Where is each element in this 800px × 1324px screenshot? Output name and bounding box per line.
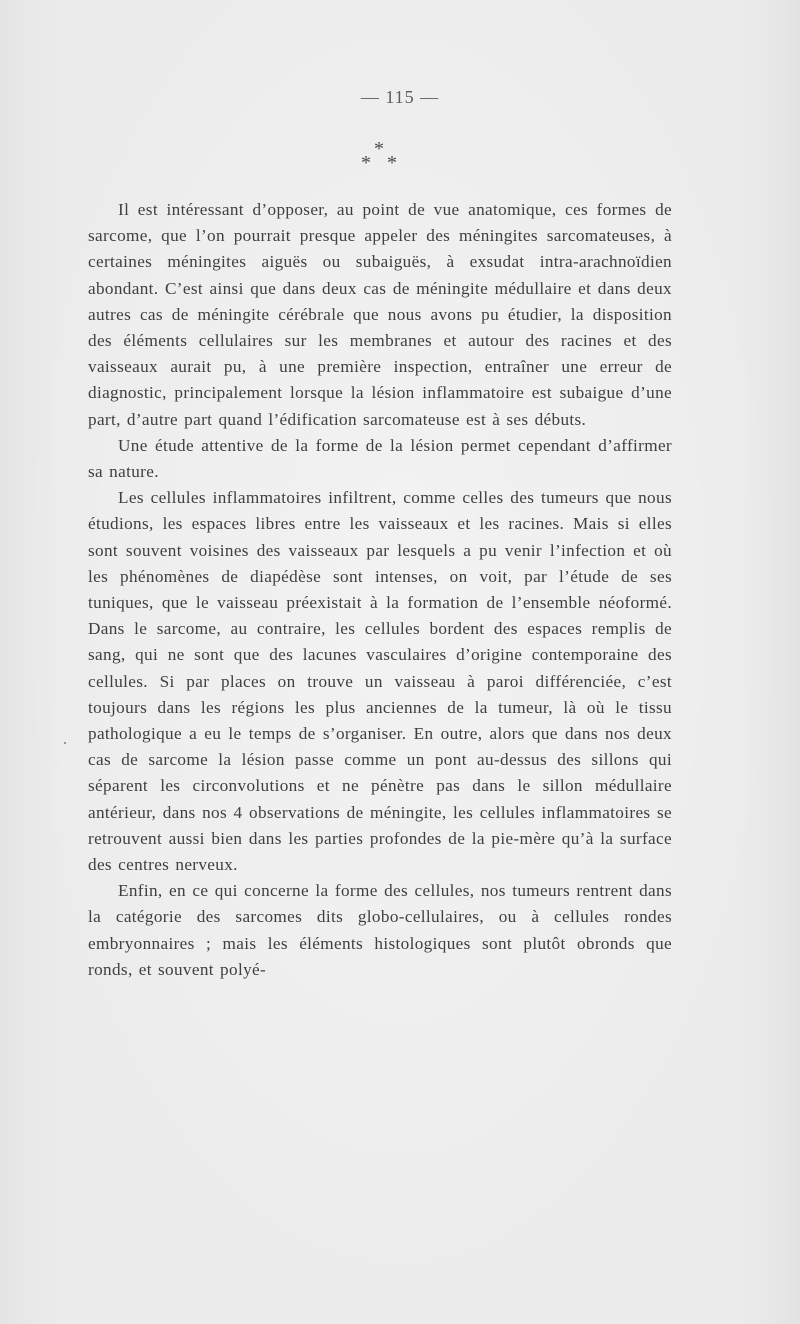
print-speck	[64, 742, 66, 744]
body-text	[88, 197, 672, 983]
page-number: — 115 —	[360, 87, 440, 107]
asterisk-top: *	[374, 138, 384, 160]
paragraph-2: Une étude attentive de la forme de la lésion permet cependant d’affirmer sa nature.	[88, 435, 672, 482]
paragraph-4: Enfin, en ce qui concerne la forme des cellules, nos tumeurs rentrent dans la catégorie des sarcomes dits globo-cellulaires, ou à cellules rondes embryonnaires ; mais les éléments histologiques sont plutôt obronds que ronds, et souvent polyé-	[88, 881, 672, 979]
asterisk-left: *	[361, 152, 371, 174]
asterisk-right: *	[387, 152, 397, 174]
paragraph-1: Il est intéressant d’opposer, au point de vue anatomique, ces formes de sarcome, que l’on pourrait presque appeler des méningites sarcomateuses, à certaines méningites aiguës ou subaiguës, à exsudat intra-arachnoïdien abondant. C’est ainsi que dans deux cas de méningite médullaire et dans deux autres cas de méningite cérébrale que nous avons pu étudier, la disposition des éléments cellulaires sur les membranes et autour des racines et des vaisseaux aurait pu, à une première inspection, entraîner une erreur de diagnostic, principalement lorsque la lésion inflammatoire est subaigue d’une part, d’autre part quand l’édification sarcomateuse est à ses débuts.	[88, 200, 672, 429]
section-separator-asterism	[0, 139, 800, 179]
paragraph-3: Les cellules inflammatoires infiltrent, comme celles des tumeurs que nous étudions, les espaces libres entre les vaisseaux et les racines. Mais si elles sont souvent voisines des vaisseaux par lesquels a pu venir l’infection et où les phénomènes de diapédèse sont intenses, on voit, par l’étude de ses tuniques, que le vaisseau préexistait à la formation de l’ensemble néoformé. Dans le sarcome, au contraire, les cellules bordent des espaces remplis de sang, qui ne sont que des lacunes vasculaires d’origine contemporaine des cellules. Si par places on trouve un vaisseau à paroi différenciée, c’est toujours dans les régions les plus anciennes de la tumeur, là où le tissu pathologique a eu le temps de s’organiser. En outre, alors que dans nos deux cas de sarcome la lésion passe comme un pont au-dessus des sillons qui séparent les circonvolutions et ne pénètre pas dans le sillon médullaire antérieur, dans nos 4 observations de méningite, les cellules inflammatoires se retrouvent aussi bien dans les parties profondes de la pie-mère qu’à la surface des centres nerveux.	[88, 488, 672, 875]
